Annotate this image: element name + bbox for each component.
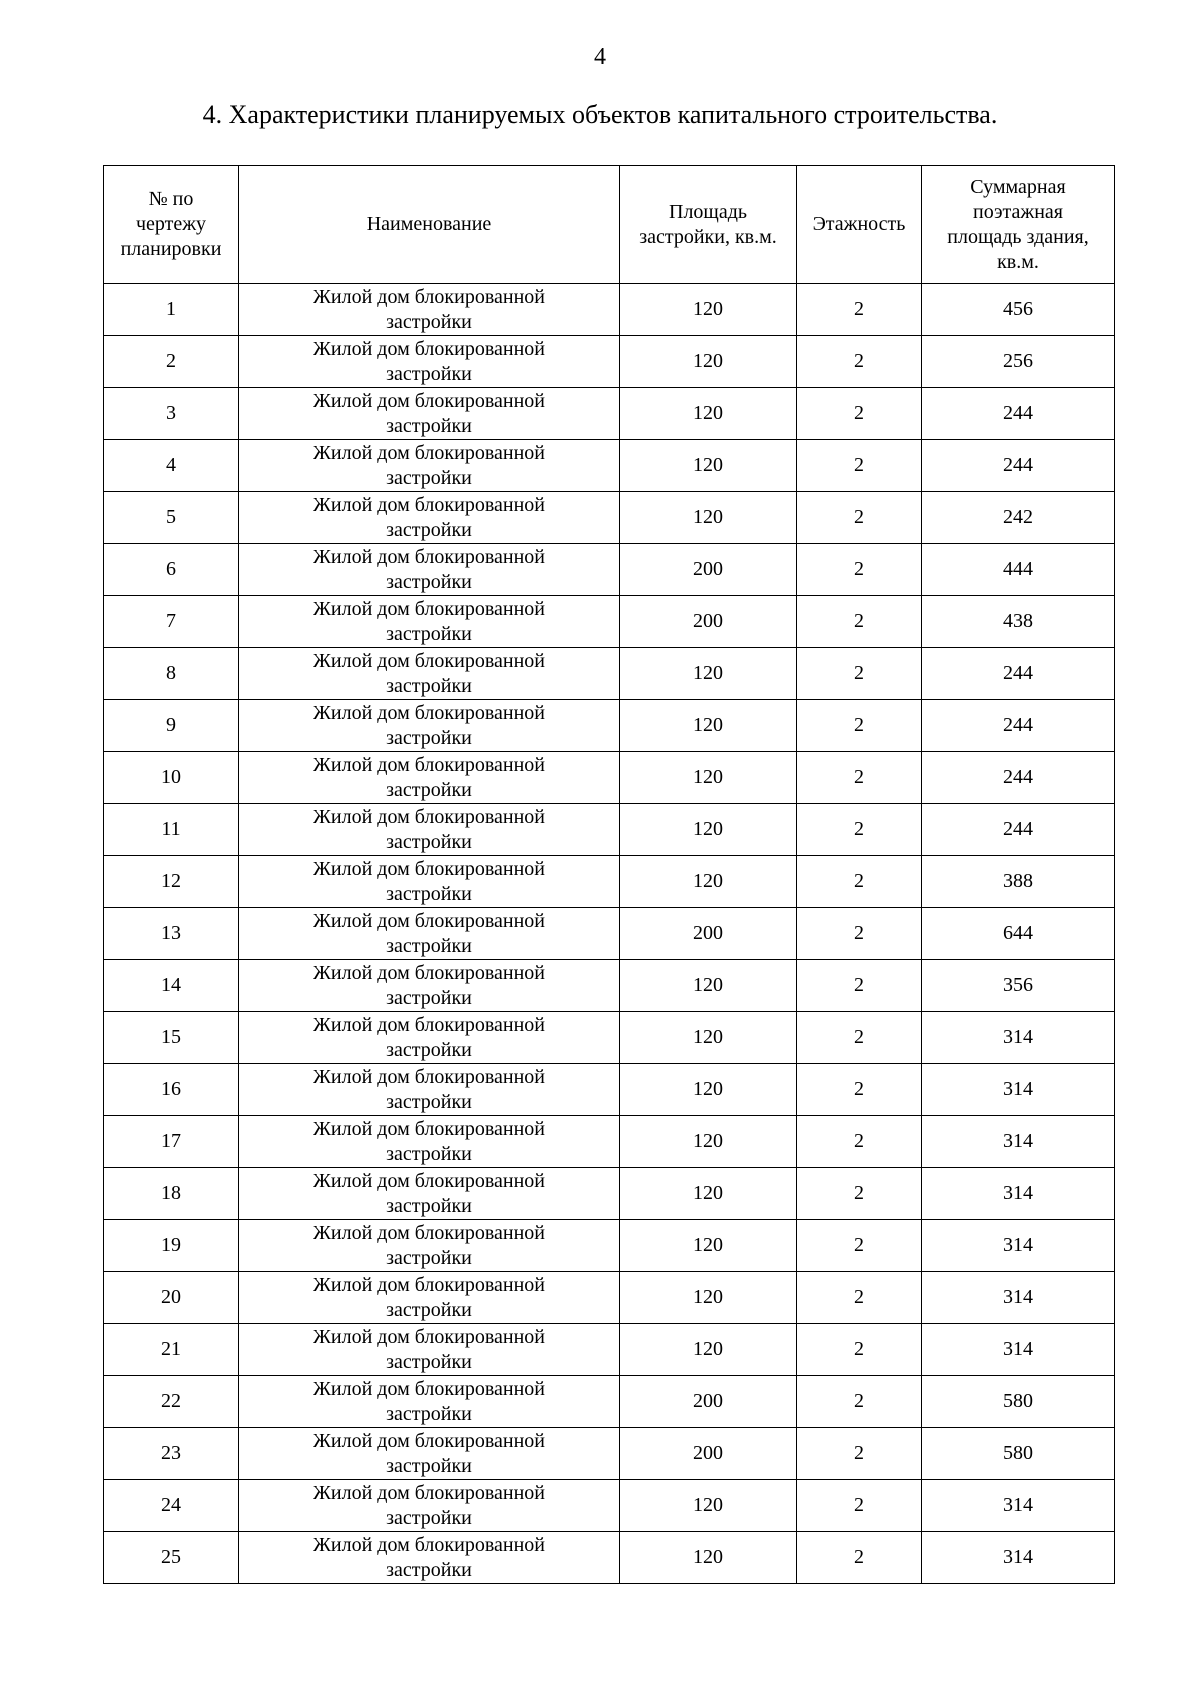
table-row [104, 1428, 1115, 1480]
header-name [239, 166, 620, 284]
header-line: Наименование [366, 213, 492, 235]
cell-floors: 2 [797, 1428, 922, 1480]
header-area [620, 166, 797, 284]
table-row [104, 1532, 1115, 1584]
cell-name-line: Жилой дом блокированной [312, 493, 545, 516]
cell-total-area: 244 [922, 648, 1115, 700]
cell-name [239, 700, 620, 752]
objects-table [103, 165, 1115, 1584]
header-line: Этажность [812, 213, 906, 235]
cell-number: 1 [104, 284, 239, 336]
cell-total-area: 580 [922, 1376, 1115, 1428]
cell-area: 120 [620, 1116, 797, 1168]
cell-name [239, 596, 620, 648]
table-row [104, 1168, 1115, 1220]
cell-name-line: Жилой дом блокированной [312, 1221, 545, 1244]
cell-name [239, 1220, 620, 1272]
table-row [104, 1324, 1115, 1376]
cell-name-line: Жилой дом блокированной [312, 1013, 545, 1036]
cell-floors: 2 [797, 284, 922, 336]
cell-area: 120 [620, 856, 797, 908]
table-row [104, 388, 1115, 440]
cell-total-area: 456 [922, 284, 1115, 336]
cell-area: 120 [620, 388, 797, 440]
cell-floors: 2 [797, 700, 922, 752]
cell-name-line: Жилой дом блокированной [312, 389, 545, 412]
cell-area: 120 [620, 1272, 797, 1324]
cell-name-line: Жилой дом блокированной [312, 285, 545, 308]
cell-name-line: застройки [386, 570, 472, 593]
cell-name-line: застройки [386, 622, 472, 645]
cell-name-line: Жилой дом блокированной [312, 1169, 545, 1192]
cell-name [239, 1376, 620, 1428]
cell-total-area: 314 [922, 1532, 1115, 1584]
cell-number: 12 [104, 856, 239, 908]
cell-floors: 2 [797, 1272, 922, 1324]
cell-name [239, 336, 620, 388]
page-number: 4 [594, 44, 606, 70]
cell-floors: 2 [797, 1064, 922, 1116]
cell-total-area: 444 [922, 544, 1115, 596]
cell-area: 200 [620, 1376, 797, 1428]
table-row [104, 284, 1115, 336]
cell-total-area: 314 [922, 1220, 1115, 1272]
cell-area: 120 [620, 960, 797, 1012]
cell-name [239, 752, 620, 804]
cell-name-line: застройки [386, 362, 472, 385]
cell-name-line: застройки [386, 414, 472, 437]
cell-name-line: Жилой дом блокированной [312, 649, 545, 672]
header-line: поэтажная [973, 200, 1063, 223]
cell-name-line: застройки [386, 1402, 472, 1425]
cell-total-area: 244 [922, 388, 1115, 440]
cell-total-area: 438 [922, 596, 1115, 648]
cell-floors: 2 [797, 1480, 922, 1532]
cell-name [239, 960, 620, 1012]
cell-number: 10 [104, 752, 239, 804]
cell-area: 120 [620, 700, 797, 752]
cell-number: 7 [104, 596, 239, 648]
cell-total-area: 314 [922, 1324, 1115, 1376]
cell-name-line: застройки [386, 1558, 472, 1581]
cell-name-line: застройки [386, 778, 472, 801]
header-line: № по [148, 188, 194, 210]
cell-name [239, 440, 620, 492]
cell-area: 120 [620, 1168, 797, 1220]
cell-floors: 2 [797, 1220, 922, 1272]
table-body [104, 284, 1115, 1584]
cell-total-area: 388 [922, 856, 1115, 908]
page-heading: 4. Характеристики планируемых объектов капитального строительства. [202, 100, 998, 129]
cell-area: 120 [620, 648, 797, 700]
table-header [104, 166, 1115, 284]
cell-name-line: застройки [386, 1090, 472, 1113]
cell-floors: 2 [797, 1376, 922, 1428]
header-number [104, 166, 239, 284]
table-row [104, 1376, 1115, 1428]
cell-name [239, 1532, 620, 1584]
cell-total-area: 356 [922, 960, 1115, 1012]
cell-number: 2 [104, 336, 239, 388]
cell-name-line: Жилой дом блокированной [312, 909, 545, 932]
cell-number: 9 [104, 700, 239, 752]
table-row [104, 492, 1115, 544]
header-line: чертежу [135, 213, 207, 235]
cell-floors: 2 [797, 960, 922, 1012]
cell-number: 18 [104, 1168, 239, 1220]
cell-name-line: застройки [386, 726, 472, 749]
cell-area: 120 [620, 1012, 797, 1064]
cell-total-area: 314 [922, 1116, 1115, 1168]
header-row [104, 166, 1115, 284]
cell-name-line: застройки [386, 986, 472, 1009]
cell-floors: 2 [797, 1012, 922, 1064]
cell-name [239, 908, 620, 960]
cell-name-line: Жилой дом блокированной [312, 441, 545, 464]
header-line: застройки, кв.м. [639, 225, 777, 248]
cell-floors: 2 [797, 492, 922, 544]
cell-floors: 2 [797, 336, 922, 388]
table-row [104, 960, 1115, 1012]
cell-total-area: 244 [922, 440, 1115, 492]
cell-number: 23 [104, 1428, 239, 1480]
cell-name [239, 1480, 620, 1532]
cell-floors: 2 [797, 440, 922, 492]
cell-name-line: Жилой дом блокированной [312, 857, 545, 880]
cell-area: 120 [620, 492, 797, 544]
cell-name-line: Жилой дом блокированной [312, 1533, 545, 1556]
cell-number: 21 [104, 1324, 239, 1376]
cell-total-area: 314 [922, 1012, 1115, 1064]
cell-name [239, 1116, 620, 1168]
cell-floors: 2 [797, 1324, 922, 1376]
cell-name-line: застройки [386, 830, 472, 853]
cell-name [239, 1428, 620, 1480]
table-row [104, 1064, 1115, 1116]
table-row [104, 596, 1115, 648]
cell-floors: 2 [797, 856, 922, 908]
table-row [104, 544, 1115, 596]
header-total-area [922, 166, 1115, 284]
cell-area: 120 [620, 1064, 797, 1116]
cell-area: 120 [620, 1532, 797, 1584]
cell-floors: 2 [797, 1168, 922, 1220]
cell-floors: 2 [797, 648, 922, 700]
cell-name-line: Жилой дом блокированной [312, 1429, 545, 1452]
table-row [104, 856, 1115, 908]
cell-number: 8 [104, 648, 239, 700]
cell-number: 4 [104, 440, 239, 492]
cell-total-area: 314 [922, 1168, 1115, 1220]
header-line: площадь здания, [947, 225, 1089, 248]
cell-number: 22 [104, 1376, 239, 1428]
cell-number: 25 [104, 1532, 239, 1584]
cell-name-line: Жилой дом блокированной [312, 597, 545, 620]
cell-name-line: Жилой дом блокированной [312, 1117, 545, 1140]
cell-name-line: Жилой дом блокированной [312, 1377, 545, 1400]
header-line: кв.м. [997, 250, 1039, 273]
cell-name-line: Жилой дом блокированной [312, 753, 545, 776]
cell-floors: 2 [797, 752, 922, 804]
cell-total-area: 314 [922, 1272, 1115, 1324]
cell-floors: 2 [797, 908, 922, 960]
cell-name [239, 648, 620, 700]
cell-name-line: Жилой дом блокированной [312, 1325, 545, 1348]
cell-name [239, 544, 620, 596]
cell-name [239, 388, 620, 440]
cell-number: 13 [104, 908, 239, 960]
cell-name [239, 1324, 620, 1376]
cell-name-line: застройки [386, 882, 472, 905]
cell-name-line: застройки [386, 1298, 472, 1321]
table-row [104, 1272, 1115, 1324]
table-row [104, 1116, 1115, 1168]
cell-number: 5 [104, 492, 239, 544]
cell-number: 6 [104, 544, 239, 596]
table-row [104, 804, 1115, 856]
cell-total-area: 244 [922, 700, 1115, 752]
cell-name [239, 284, 620, 336]
cell-number: 16 [104, 1064, 239, 1116]
cell-number: 3 [104, 388, 239, 440]
cell-name-line: застройки [386, 1194, 472, 1217]
cell-total-area: 244 [922, 752, 1115, 804]
table-row [104, 1480, 1115, 1532]
cell-area: 200 [620, 596, 797, 648]
cell-area: 120 [620, 804, 797, 856]
cell-floors: 2 [797, 1532, 922, 1584]
cell-area: 120 [620, 1480, 797, 1532]
cell-total-area: 244 [922, 804, 1115, 856]
cell-number: 15 [104, 1012, 239, 1064]
cell-name [239, 1064, 620, 1116]
table-row [104, 908, 1115, 960]
cell-area: 120 [620, 336, 797, 388]
cell-total-area: 314 [922, 1480, 1115, 1532]
cell-name [239, 856, 620, 908]
cell-area: 120 [620, 1220, 797, 1272]
cell-name-line: застройки [386, 466, 472, 489]
cell-name-line: застройки [386, 1038, 472, 1061]
cell-name [239, 1168, 620, 1220]
table-row [104, 336, 1115, 388]
cell-area: 120 [620, 284, 797, 336]
cell-name [239, 1012, 620, 1064]
cell-total-area: 580 [922, 1428, 1115, 1480]
cell-name-line: Жилой дом блокированной [312, 1065, 545, 1088]
header-line: планировки [120, 238, 222, 260]
table-row [104, 648, 1115, 700]
cell-name-line: застройки [386, 1350, 472, 1373]
cell-name-line: Жилой дом блокированной [312, 961, 545, 984]
cell-number: 14 [104, 960, 239, 1012]
cell-total-area: 256 [922, 336, 1115, 388]
cell-area: 120 [620, 440, 797, 492]
cell-name [239, 492, 620, 544]
cell-name-line: Жилой дом блокированной [312, 701, 545, 724]
cell-name [239, 1272, 620, 1324]
table-row [104, 1012, 1115, 1064]
cell-floors: 2 [797, 388, 922, 440]
cell-area: 200 [620, 544, 797, 596]
cell-name-line: застройки [386, 310, 472, 333]
cell-name-line: застройки [386, 1142, 472, 1165]
table-row [104, 440, 1115, 492]
cell-area: 200 [620, 908, 797, 960]
cell-floors: 2 [797, 544, 922, 596]
header-floors [797, 166, 922, 284]
cell-number: 20 [104, 1272, 239, 1324]
cell-total-area: 242 [922, 492, 1115, 544]
cell-name-line: застройки [386, 1506, 472, 1529]
table-row [104, 1220, 1115, 1272]
table-row [104, 700, 1115, 752]
cell-area: 120 [620, 1324, 797, 1376]
cell-name-line: застройки [386, 1246, 472, 1269]
cell-floors: 2 [797, 804, 922, 856]
cell-name-line: Жилой дом блокированной [312, 1273, 545, 1296]
cell-name-line: застройки [386, 934, 472, 957]
cell-total-area: 314 [922, 1064, 1115, 1116]
header-line: Площадь [669, 200, 747, 223]
cell-name-line: застройки [386, 1454, 472, 1477]
cell-name-line: застройки [386, 674, 472, 697]
cell-number: 11 [104, 804, 239, 856]
cell-name-line: застройки [386, 518, 472, 541]
cell-name-line: Жилой дом блокированной [312, 545, 545, 568]
cell-number: 19 [104, 1220, 239, 1272]
cell-number: 17 [104, 1116, 239, 1168]
cell-name-line: Жилой дом блокированной [312, 805, 545, 828]
cell-area: 120 [620, 752, 797, 804]
cell-floors: 2 [797, 596, 922, 648]
cell-area: 200 [620, 1428, 797, 1480]
cell-name [239, 804, 620, 856]
cell-total-area: 644 [922, 908, 1115, 960]
cell-number: 24 [104, 1480, 239, 1532]
cell-floors: 2 [797, 1116, 922, 1168]
cell-name-line: Жилой дом блокированной [312, 1481, 545, 1504]
cell-name-line: Жилой дом блокированной [312, 337, 545, 360]
header-line: Суммарная [970, 175, 1066, 198]
table-row [104, 752, 1115, 804]
